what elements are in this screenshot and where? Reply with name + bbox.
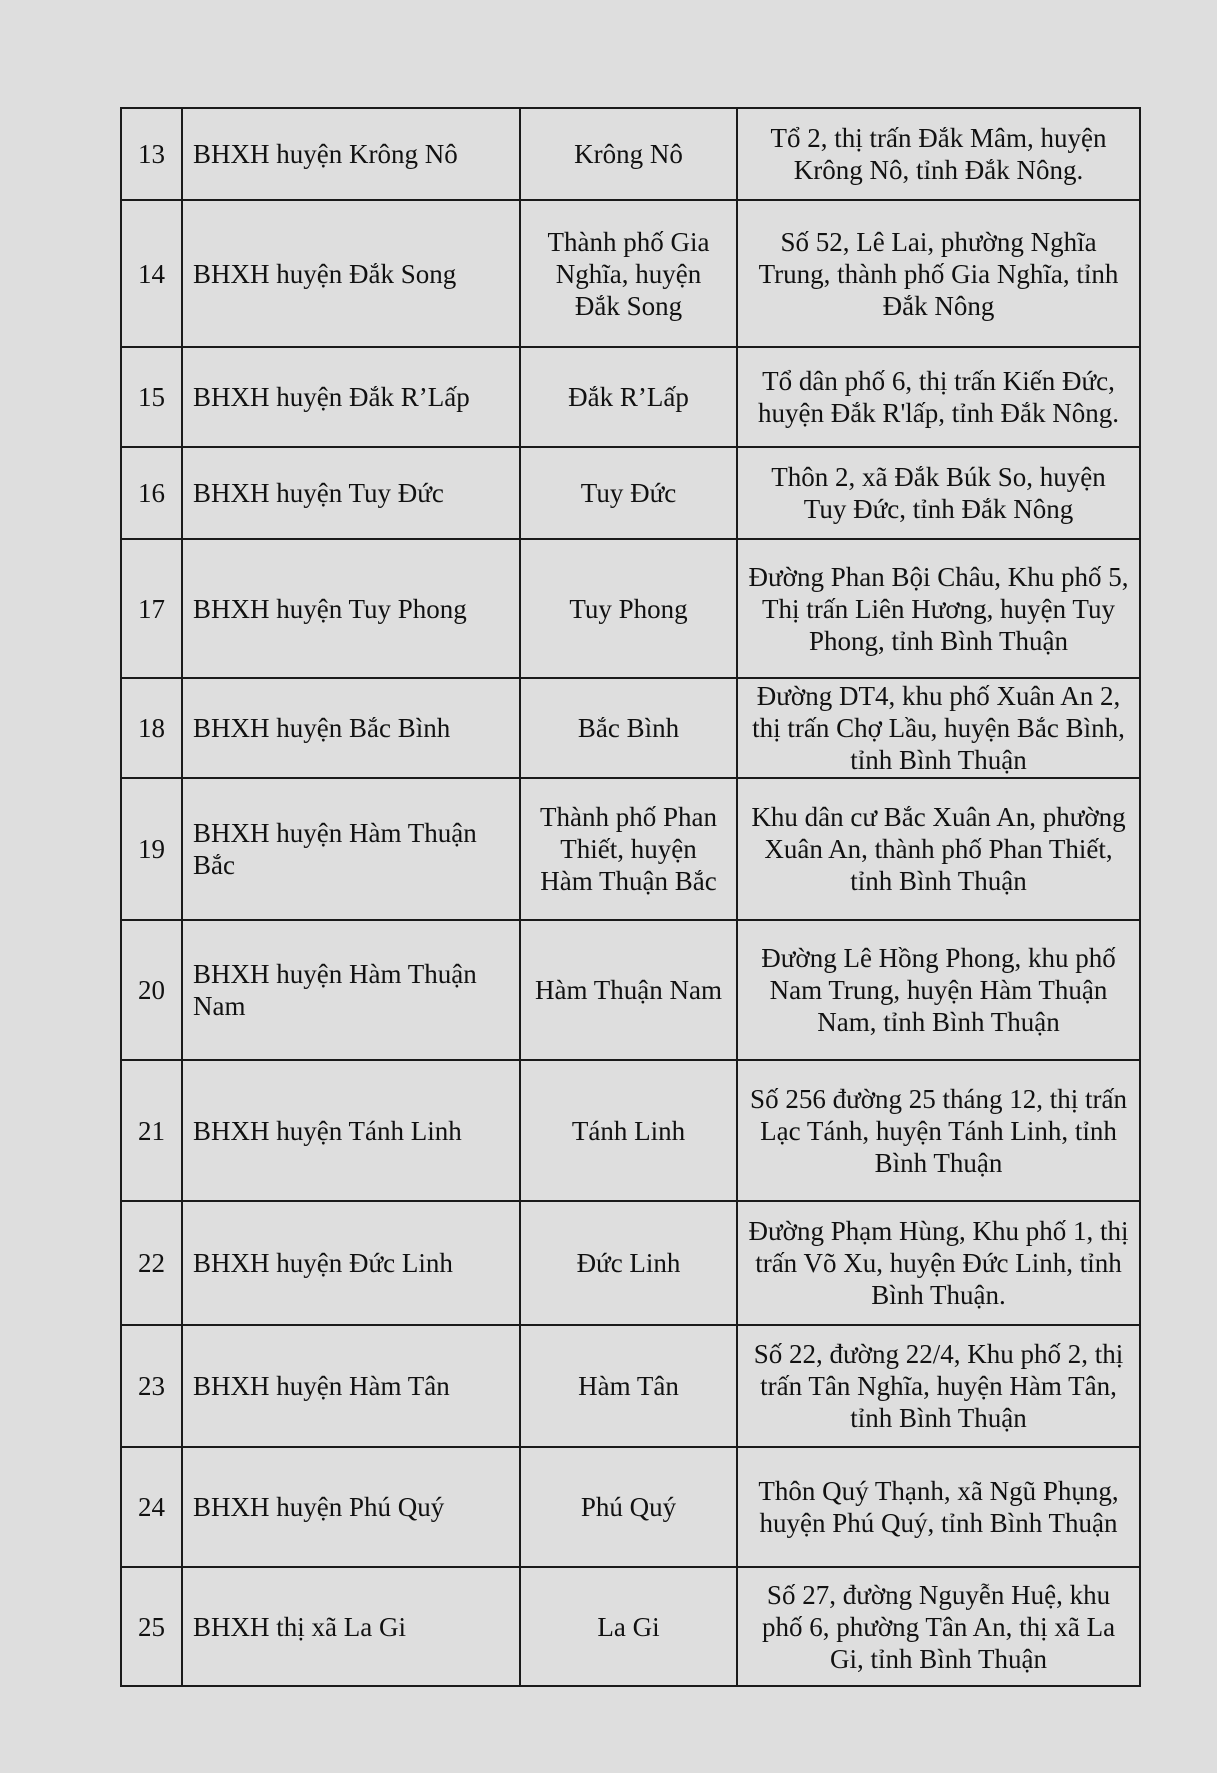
table-row: [121, 678, 1140, 778]
row-number: 19: [121, 778, 182, 920]
office-address: Tổ dân phố 6, thị trấn Kiến Đức, huyện Đắk R'lấp, tỉnh Đắk Nông.: [737, 347, 1140, 447]
office-name: BHXH huyện Đức Linh: [182, 1201, 520, 1325]
office-name: BHXH huyện Tánh Linh: [182, 1060, 520, 1201]
row-number: 25: [121, 1567, 182, 1686]
service-area: Tuy Đức: [520, 447, 737, 539]
office-name: BHXH huyện Hàm Tân: [182, 1325, 520, 1447]
office-name: BHXH huyện Krông Nô: [182, 108, 520, 200]
table-row: [121, 1060, 1140, 1201]
office-address: Đường Lê Hồng Phong, khu phố Nam Trung, huyện Hàm Thuận Nam, tỉnh Bình Thuận: [737, 920, 1140, 1060]
office-name: BHXH huyện Bắc Bình: [182, 678, 520, 778]
office-name: BHXH huyện Phú Quý: [182, 1447, 520, 1567]
office-name: BHXH thị xã La Gi: [182, 1567, 520, 1686]
row-number: 13: [121, 108, 182, 200]
service-area: Thành phố Gia Nghĩa, huyện Đắk Song: [520, 200, 737, 347]
table-row: [121, 447, 1140, 539]
service-area: Hàm Thuận Nam: [520, 920, 737, 1060]
table-row: [121, 539, 1140, 678]
row-number: 17: [121, 539, 182, 678]
office-address: Đường DT4, khu phố Xuân An 2, thị trấn Chợ Lầu, huyện Bắc Bình, tỉnh Bình Thuận: [737, 678, 1140, 778]
office-name: BHXH huyện Đắk R’Lấp: [182, 347, 520, 447]
row-number: 18: [121, 678, 182, 778]
row-number: 23: [121, 1325, 182, 1447]
office-name: BHXH huyện Tuy Đức: [182, 447, 520, 539]
office-address: Số 256 đường 25 tháng 12, thị trấn Lạc Tánh, huyện Tánh Linh, tỉnh Bình Thuận: [737, 1060, 1140, 1201]
row-number: 15: [121, 347, 182, 447]
table-row: [121, 920, 1140, 1060]
row-number: 24: [121, 1447, 182, 1567]
table-row: [121, 1325, 1140, 1447]
row-number: 14: [121, 200, 182, 347]
table-row: [121, 1447, 1140, 1567]
row-number: 20: [121, 920, 182, 1060]
office-table: [120, 107, 1141, 1687]
service-area: Phú Quý: [520, 1447, 737, 1567]
table-row: [121, 200, 1140, 347]
office-address: Thôn 2, xã Đắk Búk So, huyện Tuy Đức, tỉnh Đắk Nông: [737, 447, 1140, 539]
service-area: Đức Linh: [520, 1201, 737, 1325]
office-address: Số 22, đường 22/4, Khu phố 2, thị trấn Tân Nghĩa, huyện Hàm Tân, tỉnh Bình Thuận: [737, 1325, 1140, 1447]
office-table-body: [121, 108, 1140, 1686]
table-row: [121, 347, 1140, 447]
table-row: [121, 1567, 1140, 1686]
office-name: BHXH huyện Hàm Thuận Bắc: [182, 778, 520, 920]
service-area: La Gi: [520, 1567, 737, 1686]
office-address: Đường Phan Bội Châu, Khu phố 5, Thị trấn Liên Hương, huyện Tuy Phong, tỉnh Bình Thuận: [737, 539, 1140, 678]
service-area: Đắk R’Lấp: [520, 347, 737, 447]
table-row: [121, 1201, 1140, 1325]
service-area: Hàm Tân: [520, 1325, 737, 1447]
service-area: Bắc Bình: [520, 678, 737, 778]
office-address: Số 52, Lê Lai, phường Nghĩa Trung, thành phố Gia Nghĩa, tỉnh Đắk Nông: [737, 200, 1140, 347]
row-number: 16: [121, 447, 182, 539]
row-number: 22: [121, 1201, 182, 1325]
service-area: Tánh Linh: [520, 1060, 737, 1201]
office-name: BHXH huyện Tuy Phong: [182, 539, 520, 678]
service-area: Thành phố Phan Thiết, huyện Hàm Thuận Bắc: [520, 778, 737, 920]
office-address: Đường Phạm Hùng, Khu phố 1, thị trấn Võ Xu, huyện Đức Linh, tỉnh Bình Thuận.: [737, 1201, 1140, 1325]
office-address: Số 27, đường Nguyễn Huệ, khu phố 6, phường Tân An, thị xã La Gi, tỉnh Bình Thuận: [737, 1567, 1140, 1686]
office-address: Khu dân cư Bắc Xuân An, phường Xuân An, thành phố Phan Thiết, tỉnh Bình Thuận: [737, 778, 1140, 920]
table-row: [121, 108, 1140, 200]
office-address: Thôn Quý Thạnh, xã Ngũ Phụng, huyện Phú Quý, tỉnh Bình Thuận: [737, 1447, 1140, 1567]
table-row: [121, 778, 1140, 920]
service-area: Tuy Phong: [520, 539, 737, 678]
service-area: Krông Nô: [520, 108, 737, 200]
office-address: Tổ 2, thị trấn Đắk Mâm, huyện Krông Nô, tỉnh Đắk Nông.: [737, 108, 1140, 200]
office-name: BHXH huyện Hàm Thuận Nam: [182, 920, 520, 1060]
office-name: BHXH huyện Đắk Song: [182, 200, 520, 347]
row-number: 21: [121, 1060, 182, 1201]
